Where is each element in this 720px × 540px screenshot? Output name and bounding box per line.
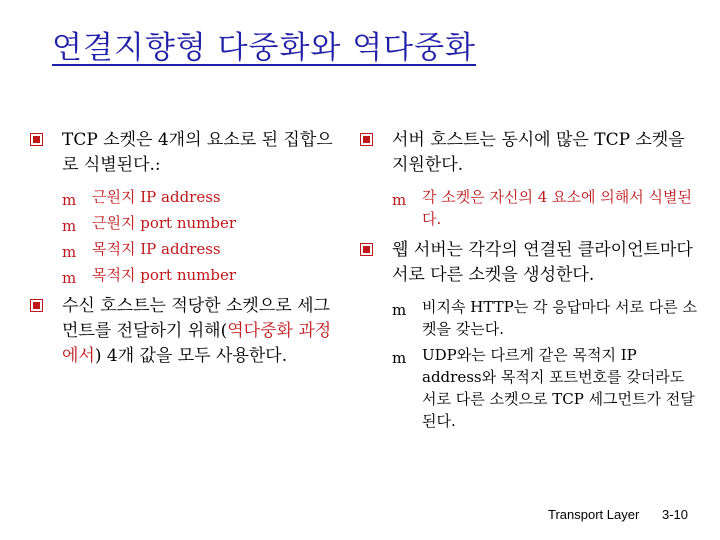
bullet-item-receiver	[30, 294, 340, 369]
bullet-text: 웹 서버는 각각의 연결된 클라이언트마다 서로 다른 소켓을 생성한다.	[392, 240, 693, 285]
sub-item-src-port	[62, 212, 340, 234]
m-bullet-icon: m	[392, 349, 407, 367]
sub-item-label: 근원지 IP address	[92, 188, 221, 206]
sub-item-udp	[392, 344, 700, 432]
bullet-item-server	[360, 128, 700, 230]
sub-list	[62, 186, 340, 286]
left-column	[30, 128, 340, 377]
square-bullet-icon	[360, 243, 373, 256]
m-bullet-icon: m	[392, 191, 407, 209]
right-column	[360, 128, 700, 440]
square-bullet-icon	[30, 299, 43, 312]
sub-item-label: 목적지 IP address	[92, 240, 221, 258]
bullet-text: 서버 호스트는 동시에 많은 TCP 소켓을 지원한다.	[392, 130, 685, 175]
sub-item-socket-id	[392, 186, 700, 230]
sub-item-src-ip	[62, 186, 340, 208]
square-bullet-icon	[360, 133, 373, 146]
m-bullet-icon: m	[62, 269, 77, 287]
sub-list	[392, 296, 700, 432]
sub-item-label: 목적지 port number	[92, 266, 237, 284]
square-bullet-icon	[30, 133, 43, 146]
bullet-item-socket-tuple	[30, 128, 340, 286]
footer-section-label: Transport Layer	[548, 507, 640, 522]
sub-list	[392, 186, 700, 230]
m-bullet-icon: m	[392, 301, 407, 319]
bullet-text-highlight: 역다중화 과정에서	[62, 321, 332, 366]
sub-item-label: 근원지 port number	[92, 214, 237, 232]
sub-item-dst-port	[62, 264, 340, 286]
sub-item-label: 비지속 HTTP는 각 응답마다 서로 다른 소켓을 갖는다.	[422, 298, 697, 338]
m-bullet-icon: m	[62, 243, 77, 261]
slide-title: 연결지향형 다중화와 역다중화	[52, 30, 477, 66]
m-bullet-icon: m	[62, 217, 77, 235]
bullet-text: TCP 소켓은 4개의 요소로 된 집합으로 식별된다.:	[62, 130, 333, 175]
sub-item-label: 각 소켓은 자신의 4 요소에 의해서 식별된다.	[422, 188, 692, 228]
bullet-text-part2: ) 4개 값을 모두 사용한다.	[94, 346, 288, 366]
bullet-item-web-server	[360, 238, 700, 432]
sub-item-http	[392, 296, 700, 340]
bullet-text-part1: 수신 호스트는 적당한 소켓으로 세그먼트를 전달하기 위해(	[62, 296, 330, 341]
sub-item-dst-ip	[62, 238, 340, 260]
m-bullet-icon: m	[62, 191, 77, 209]
sub-item-label: UDP와는 다르게 같은 목적지 IP address와 목적지 포트번호를 갖더라도 서로 다른 소켓으로 TCP 세그먼트가 전달된다.	[422, 346, 695, 430]
footer-page-number: 3-10	[662, 507, 689, 522]
